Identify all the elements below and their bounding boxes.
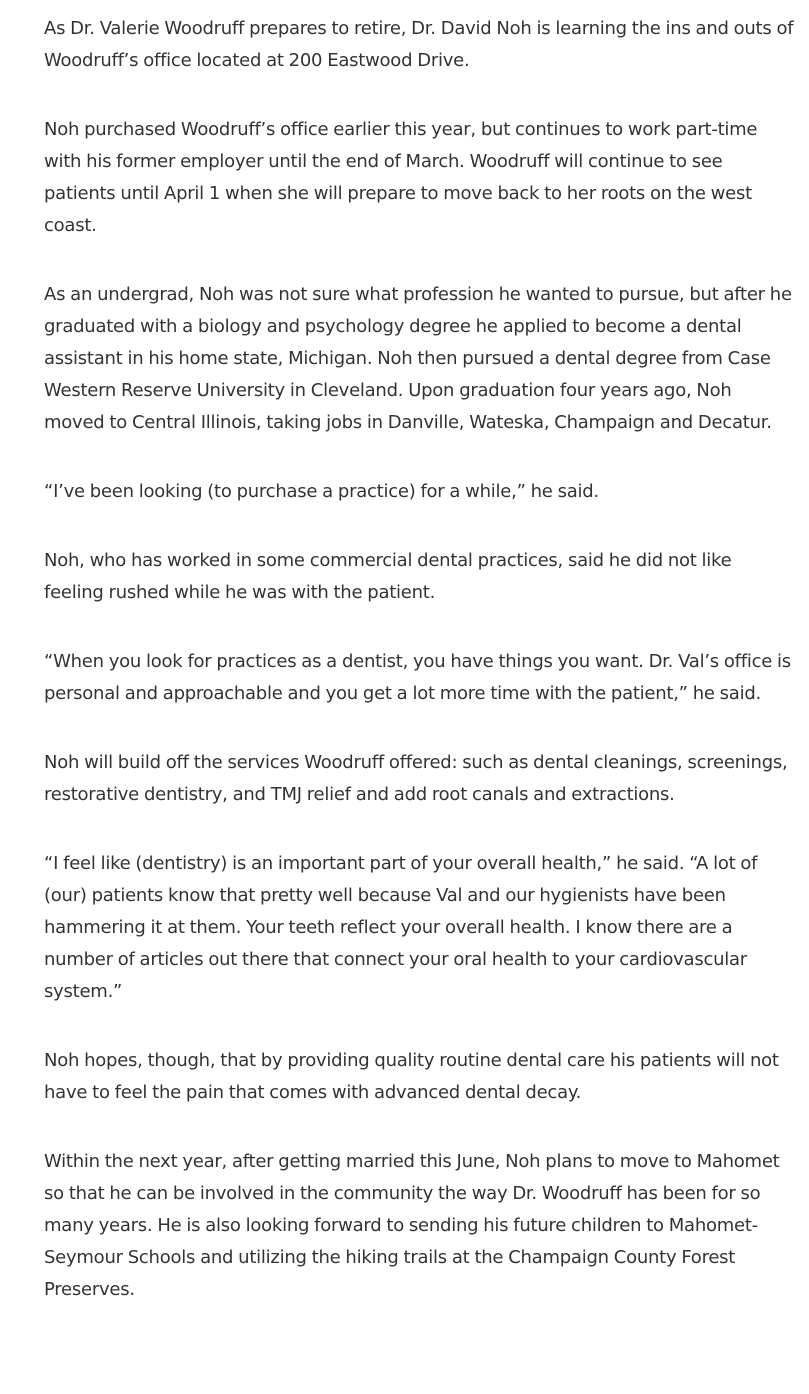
article-paragraph: “When you look for practices as a dentist, you have things you want. Dr. Val’s office is personal and approachable and you get a lot more time with the patient,” he said. xyxy=(44,651,791,704)
article-body xyxy=(44,13,794,1306)
article-paragraph: Noh, who has worked in some commercial dental practices, said he did not like feeling rushed while he was with the patient. xyxy=(44,550,732,603)
article-paragraph: Noh hopes, though, that by providing quality routine dental care his patients will not have to feel the pain that comes with advanced dental decay. xyxy=(44,1050,779,1103)
article-paragraph: “I feel like (dentistry) is an important part of your overall health,” he said. “A lot of (our) patients know that pretty well because Val and our hygienists have been hammering it at them. Your teeth reflect your overall health. I know there are a number of articles out there that connect your oral health to your cardiovascular system.” xyxy=(44,853,758,1002)
article-paragraph: “I’ve been looking (to purchase a practice) for a while,” he said. xyxy=(44,481,599,502)
article-paragraph: Within the next year, after getting married this June, Noh plans to move to Mahomet so that he can be involved in the community the way Dr. Woodruff has been for so many years. He is also looking forward to sending his future children to Mahomet-Seymour Schools and utilizing the hiking trails at the Champaign County Forest Preserves. xyxy=(44,1151,780,1300)
article-paragraph: Noh will build off the services Woodruff offered: such as dental cleanings, screenings, restorative dentistry, and TMJ relief and add root canals and extractions. xyxy=(44,752,788,805)
article-paragraph: As Dr. Valerie Woodruff prepares to retire, Dr. David Noh is learning the ins and outs of Woodruff’s office located at 200 Eastwood Drive. xyxy=(44,18,794,71)
article-paragraph: Noh purchased Woodruff’s office earlier this year, but continues to work part-time with his former employer until the end of March. Woodruff will continue to see patients until April 1 when she will prepare to move back to her roots on the west coast. xyxy=(44,119,758,236)
article-paragraph: As an undergrad, Noh was not sure what profession he wanted to pursue, but after he graduated with a biology and psychology degree he applied to become a dental assistant in his home state, Michigan. Noh then pursued a dental degree from Case Western Reserve University in Cleveland. Upon graduation four years ago, Noh moved to Central Illinois, taking jobs in Danville, Wateska, Champaign and Decatur. xyxy=(44,284,792,433)
